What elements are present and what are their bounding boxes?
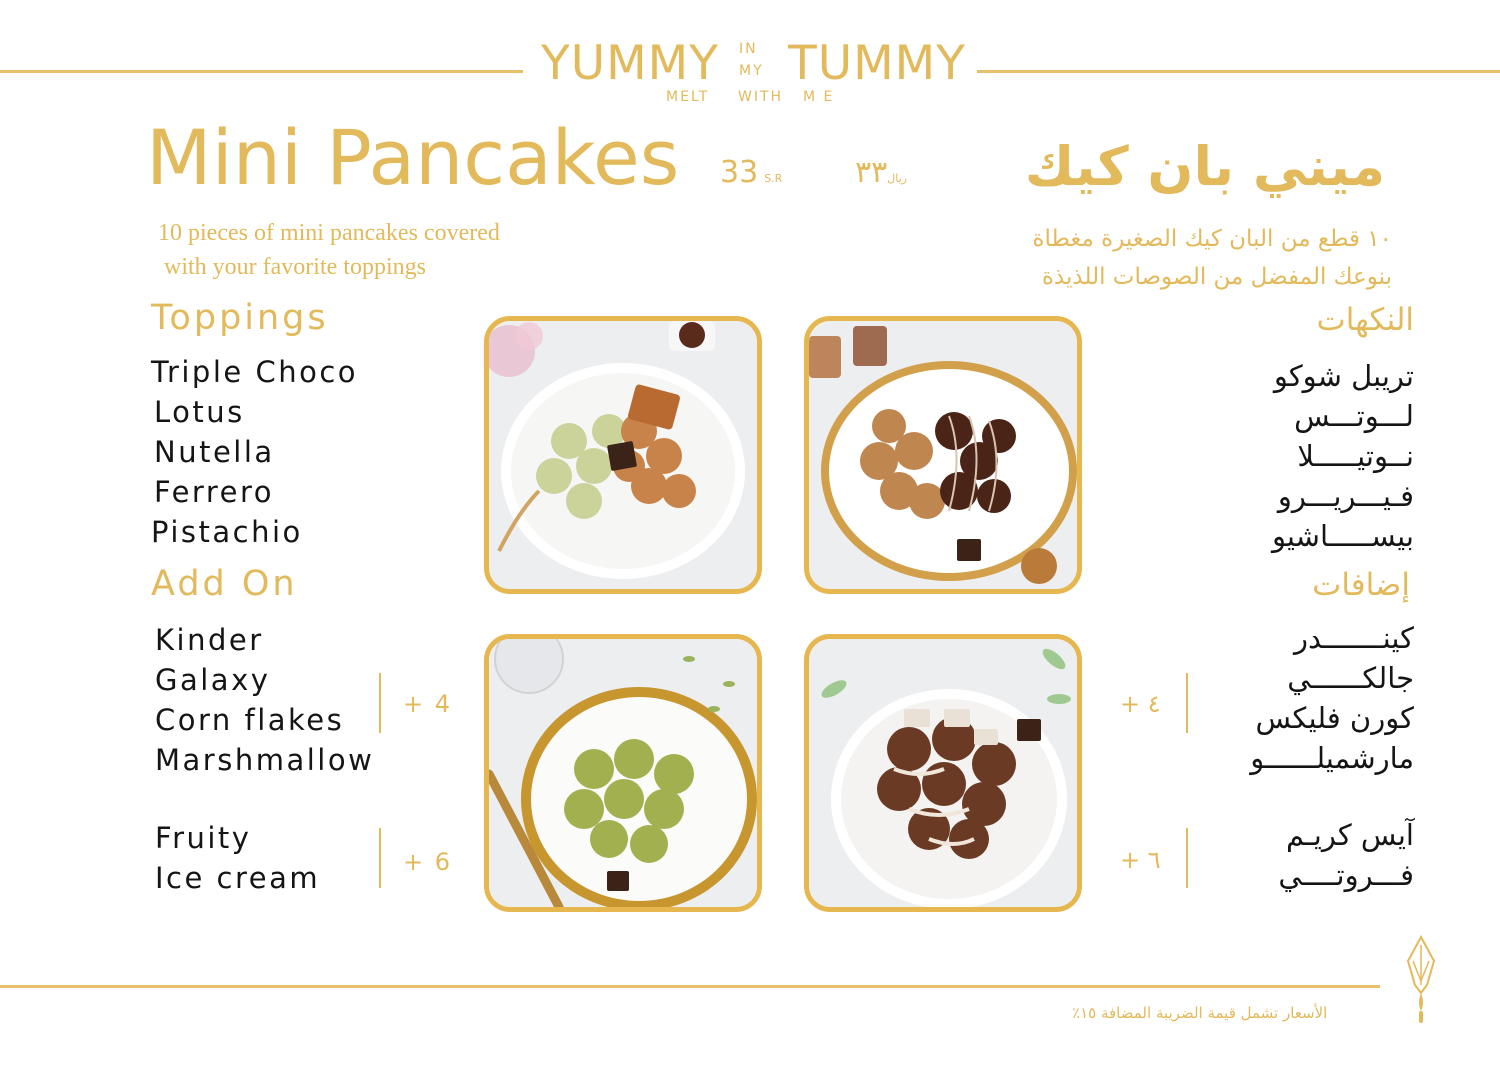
brand-word-yummy: YUMMY bbox=[541, 36, 719, 91]
addon-ar-item: كورن فليكس bbox=[1255, 701, 1414, 735]
photo-pistachio-lotus bbox=[484, 316, 762, 594]
addons-group1-divider-en bbox=[379, 673, 381, 733]
topping-ar-item: نــوتيـــــلا bbox=[1297, 439, 1414, 473]
brand-word-tummy: TUMMY bbox=[788, 36, 966, 91]
product-description-ar bbox=[872, 220, 1392, 296]
price-en bbox=[720, 155, 783, 190]
addons-group1-divider-ar bbox=[1186, 673, 1188, 733]
addon-en-item: Ice cream bbox=[155, 861, 321, 895]
price-en-value: 33 bbox=[720, 155, 759, 190]
toppings-heading-ar: النكهات bbox=[1316, 302, 1414, 338]
addons-group2-en bbox=[155, 818, 320, 898]
description-en-line-1: 10 pieces of mini pancakes covered bbox=[158, 220, 500, 246]
pancake-plate-image bbox=[809, 639, 1077, 907]
product-description-en bbox=[158, 216, 500, 284]
topping-ar-item: لـــوتـــس bbox=[1294, 399, 1414, 433]
brand-tagline-melt: MELT bbox=[666, 89, 710, 105]
addon-en-item: Marshmallow bbox=[155, 743, 375, 777]
topping-ar-item: بيســـــاشيو bbox=[1271, 519, 1414, 553]
pancake-plate-image bbox=[489, 639, 757, 907]
toppings-list-ar bbox=[1154, 356, 1414, 556]
photo-pistachio bbox=[484, 634, 762, 912]
description-ar-line-2: بنوعك المفضل من الصوصات اللذيذة bbox=[1041, 264, 1392, 290]
photo-kinder-marble bbox=[804, 634, 1082, 912]
toppings-list-en bbox=[151, 352, 358, 552]
product-title-en: Mini Pancakes bbox=[146, 113, 680, 202]
price-ar-unit: ريال bbox=[887, 172, 907, 185]
photo-lotus-chocolate bbox=[804, 316, 1082, 594]
pancake-plate-image bbox=[489, 321, 757, 589]
topping-ar-item: تريبل شوكو bbox=[1273, 359, 1414, 393]
addons-group1-price-en: + 4 bbox=[403, 690, 453, 718]
addon-en-item: Corn flakes bbox=[155, 703, 345, 737]
addons-heading-ar: إضافات bbox=[1312, 567, 1410, 603]
footer-vat-note: الأسعار تشمل قيمة الضريبة المضافة ١٥٪ bbox=[1072, 1004, 1328, 1022]
brand-tagline-me: M E bbox=[803, 89, 835, 105]
addons-group1-ar bbox=[1154, 618, 1414, 778]
topping-ar-item: فـيـــريـــرو bbox=[1277, 479, 1414, 513]
description-ar-line-1: ١٠ قطع من البان كيك الصغيرة مغطاة bbox=[1032, 226, 1392, 252]
addons-heading-en: Add On bbox=[151, 564, 298, 604]
topping-en-item: Pistachio bbox=[151, 515, 303, 549]
addons-group2-price-ar: + ٦ bbox=[1120, 846, 1161, 874]
brand-tagline-with: WITH bbox=[738, 89, 784, 105]
addons-group2-price-en: + 6 bbox=[403, 848, 453, 876]
addon-ar-item: كينـــــــدر bbox=[1293, 621, 1414, 655]
addons-group1-en bbox=[155, 620, 374, 780]
brand-middle-line-2: MY bbox=[739, 63, 764, 79]
addon-ar-item: مارشميلــــــو bbox=[1250, 741, 1414, 775]
topping-en-item: Ferrero bbox=[154, 475, 275, 509]
addons-group2-divider-ar bbox=[1186, 828, 1188, 888]
addon-ar-item: آيس كريـم bbox=[1286, 818, 1414, 852]
brand-middle-line-1: IN bbox=[739, 41, 758, 57]
addon-en-item: Kinder bbox=[155, 623, 264, 657]
description-en-line-2: with your favorite toppings bbox=[164, 254, 426, 280]
topping-en-item: Lotus bbox=[154, 395, 245, 429]
pancake-plate-image bbox=[809, 321, 1077, 589]
addon-ar-item: فـــروتــــي bbox=[1278, 858, 1414, 892]
addons-group2-ar bbox=[1154, 815, 1414, 895]
addon-en-item: Fruity bbox=[155, 821, 252, 855]
toppings-heading-en: Toppings bbox=[151, 298, 329, 338]
price-ar-value: ٣٣ bbox=[855, 155, 888, 190]
price-en-unit: S.R bbox=[764, 172, 783, 185]
addon-en-item: Galaxy bbox=[155, 663, 271, 697]
product-title-ar: ميني بان كيك bbox=[1024, 135, 1385, 198]
pen-nib-logo-icon bbox=[1404, 935, 1438, 1025]
header-rule-left bbox=[0, 70, 523, 73]
topping-en-item: Triple Choco bbox=[151, 355, 359, 389]
addon-ar-item: جالكــــــي bbox=[1287, 661, 1414, 695]
addons-group2-divider-en bbox=[379, 828, 381, 888]
topping-en-item: Nutella bbox=[154, 435, 275, 469]
addons-group1-price-ar: + ٤ bbox=[1120, 690, 1161, 718]
header-rule-right bbox=[977, 70, 1500, 73]
price-ar bbox=[855, 155, 911, 190]
footer-rule bbox=[0, 985, 1380, 988]
